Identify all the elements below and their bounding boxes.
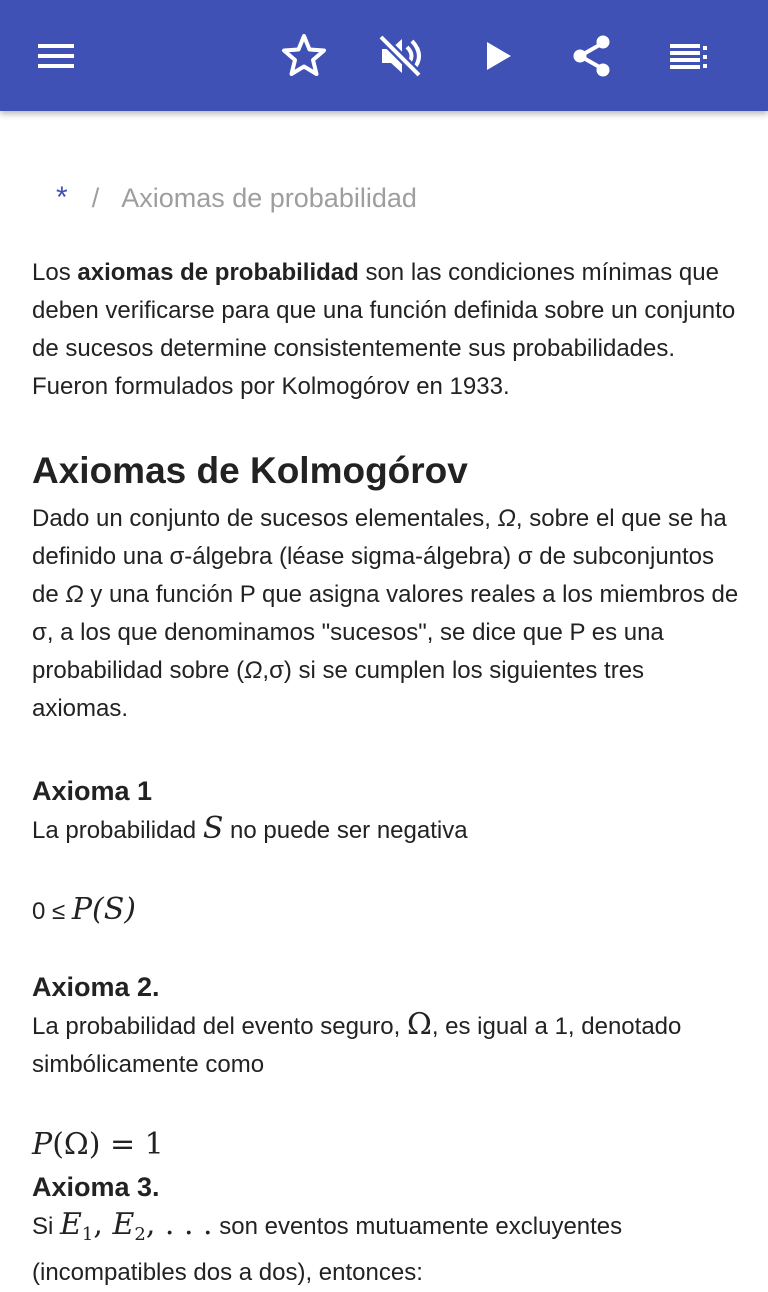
axiom3-e1: E <box>60 1207 82 1242</box>
volume-off-icon[interactable] <box>374 30 426 82</box>
breadcrumb-separator: / <box>91 183 100 213</box>
omega-symbol: Ω <box>65 581 84 608</box>
section-text-1: Dado un conjunto de sucesos elementales, <box>32 505 498 532</box>
breadcrumb-home-link[interactable]: * <box>56 181 68 214</box>
intro-text-start: Los <box>32 259 78 286</box>
playlist-icon[interactable] <box>662 30 714 82</box>
axiom1-formula-prefix: 0 ≤ <box>32 898 72 925</box>
axiom2-text-end: , es igual a 1, denotado simbólicamente como <box>32 1013 682 1078</box>
intro-bold-term: axiomas de probabilidad <box>77 259 359 286</box>
axiom2-text-start: La probabilidad del evento seguro, <box>32 1013 407 1040</box>
axiom2-text <box>32 1006 740 1084</box>
axiom1-text-start: La probabilidad <box>32 817 203 844</box>
intro-paragraph <box>32 254 740 406</box>
axiom2-formula-rest: (Ω) = 1 <box>52 1127 164 1162</box>
section-heading: Axiomas de Kolmogórov <box>32 450 468 491</box>
axiom3-heading: Axioma 3. <box>32 1172 160 1202</box>
section-paragraph <box>32 500 740 728</box>
axiom2-formula-p: P <box>32 1127 53 1162</box>
article-content <box>32 160 740 1292</box>
axiom3-sub1: 1 <box>81 1223 94 1245</box>
play-icon[interactable] <box>472 30 524 82</box>
menu-icon[interactable] <box>30 30 82 82</box>
axiom3-text <box>32 1206 740 1292</box>
axiom2-formula <box>32 1124 740 1166</box>
breadcrumb <box>56 160 740 236</box>
axiom1-text <box>32 810 740 850</box>
axiom3-ellipsis: , . . . <box>145 1207 213 1242</box>
breadcrumb-current: Axiomas de probabilidad <box>121 183 417 213</box>
axiom2-symbol: Ω <box>406 1007 432 1042</box>
share-icon[interactable] <box>566 30 618 82</box>
app-toolbar <box>0 0 768 111</box>
axiom3-e2: E <box>112 1207 135 1242</box>
axiom3-comma: , <box>93 1207 113 1242</box>
axiom2-heading: Axioma 2. <box>32 972 160 1002</box>
omega-symbol: Ω <box>244 657 263 684</box>
axiom1-formula <box>32 890 740 932</box>
axiom1-formula-expression: P(S) <box>71 892 137 927</box>
axiom3-sub2: 2 <box>134 1223 146 1245</box>
axiom1-heading: Axioma 1 <box>32 776 153 806</box>
axiom1-text-end: no puede ser negativa <box>223 817 468 844</box>
omega-symbol: Ω <box>497 505 516 532</box>
axiom3-text-start: Si <box>32 1213 61 1240</box>
star-outline-icon[interactable] <box>278 30 330 82</box>
section-text-2: , sobre el que se ha definido una σ-álgebra (léase sigma-álgebra) σ de subconjuntos de <box>32 505 727 608</box>
axiom3-text-end: son eventos mutuamente excluyentes (incompatibles dos a dos), entonces: <box>32 1213 623 1286</box>
axiom1-symbol: S <box>202 811 224 846</box>
section-text-3: y una función P que asigna valores reales a los miembros de σ, a los que denominamos "sucesos", se dice que P es una probabilidad sobre ( <box>32 581 739 684</box>
section-text-4: ,σ) si se cumplen los siguientes tres axiomas. <box>32 657 645 722</box>
intro-text-rest: son las condiciones mínimas que deben verificarse para que una función definida sobre un conjunto de sucesos determine consistentemente sus probabilidades. Fueron formulados por Kolmogórov en 1933. <box>32 259 736 400</box>
